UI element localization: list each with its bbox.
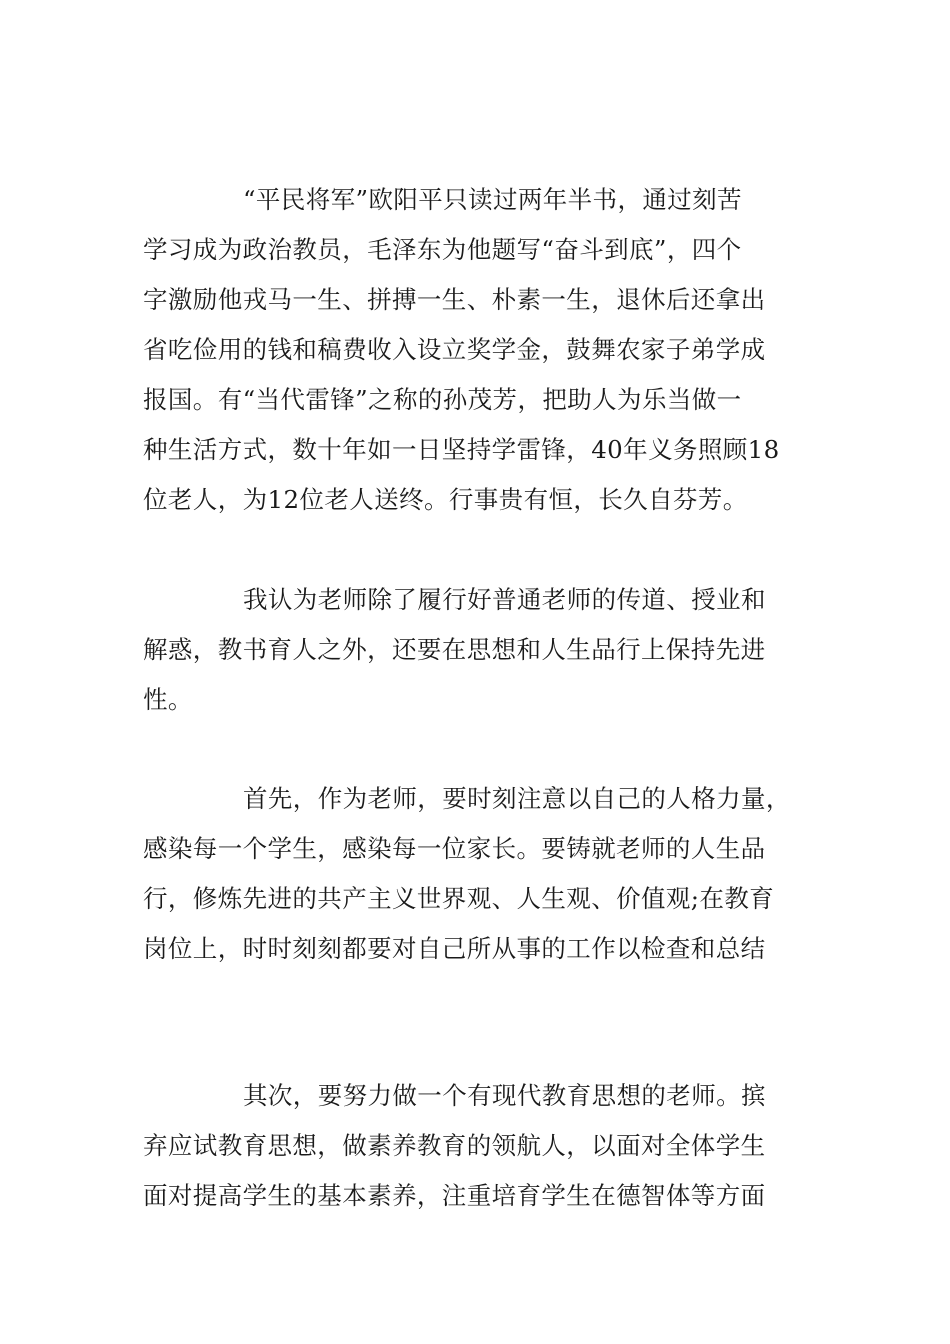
paragraph-4	[143, 1071, 807, 1221]
paragraph-line: 字激励他戎马一生、拼搏一生、朴素一生，退休后还拿出	[143, 285, 766, 314]
paragraph-line: 学习成为政治教员，毛泽东为他题写“奋斗到底”，四个	[143, 235, 742, 264]
paragraph-line: “平民将军”欧阳平只读过两年半书，通过刻苦	[243, 185, 742, 214]
paragraph-line: 性。	[143, 685, 193, 714]
paragraph-1	[143, 175, 807, 525]
paragraph-line: 感染每一个学生，感染每一位家长。要铸就老师的人生品	[143, 834, 766, 863]
paragraph-line: 解惑，教书育人之外，还要在思想和人生品行上保持先进	[143, 635, 766, 664]
paragraph-line: 行，修炼先进的共产主义世界观、人生观、价值观;在教育	[143, 884, 775, 913]
paragraph-line: 面对提高学生的基本素养，注重培育学生在德智体等方面	[143, 1181, 766, 1210]
paragraph-line: 种生活方式，数十年如一日坚持学雷锋，40年义务照顾18	[143, 435, 780, 464]
paragraph-line: 首先，作为老师，要时刻注意以自己的人格力量，	[243, 784, 791, 813]
paragraph-line: 位老人，为12位老人送终。行事贵有恒，长久自芬芳。	[143, 485, 748, 514]
paragraph-line: 岗位上，时时刻刻都要对自己所从事的工作以检查和总结	[143, 934, 766, 963]
paragraph-line: 弃应试教育思想，做素养教育的领航人，以面对全体学生	[143, 1131, 766, 1160]
paragraph-line: 省吃俭用的钱和稿费收入设立奖学金，鼓舞农家子弟学成	[143, 335, 766, 364]
paragraph-3	[143, 774, 807, 974]
paragraph-line: 报国。有“当代雷锋”之称的孙茂芳，把助人为乐当做一	[143, 385, 742, 414]
paragraph-2	[143, 575, 807, 725]
paragraph-line: 我认为老师除了履行好普通老师的传道、授业和	[243, 585, 766, 614]
paragraph-line: 其次，要努力做一个有现代教育思想的老师。摈	[243, 1081, 766, 1110]
